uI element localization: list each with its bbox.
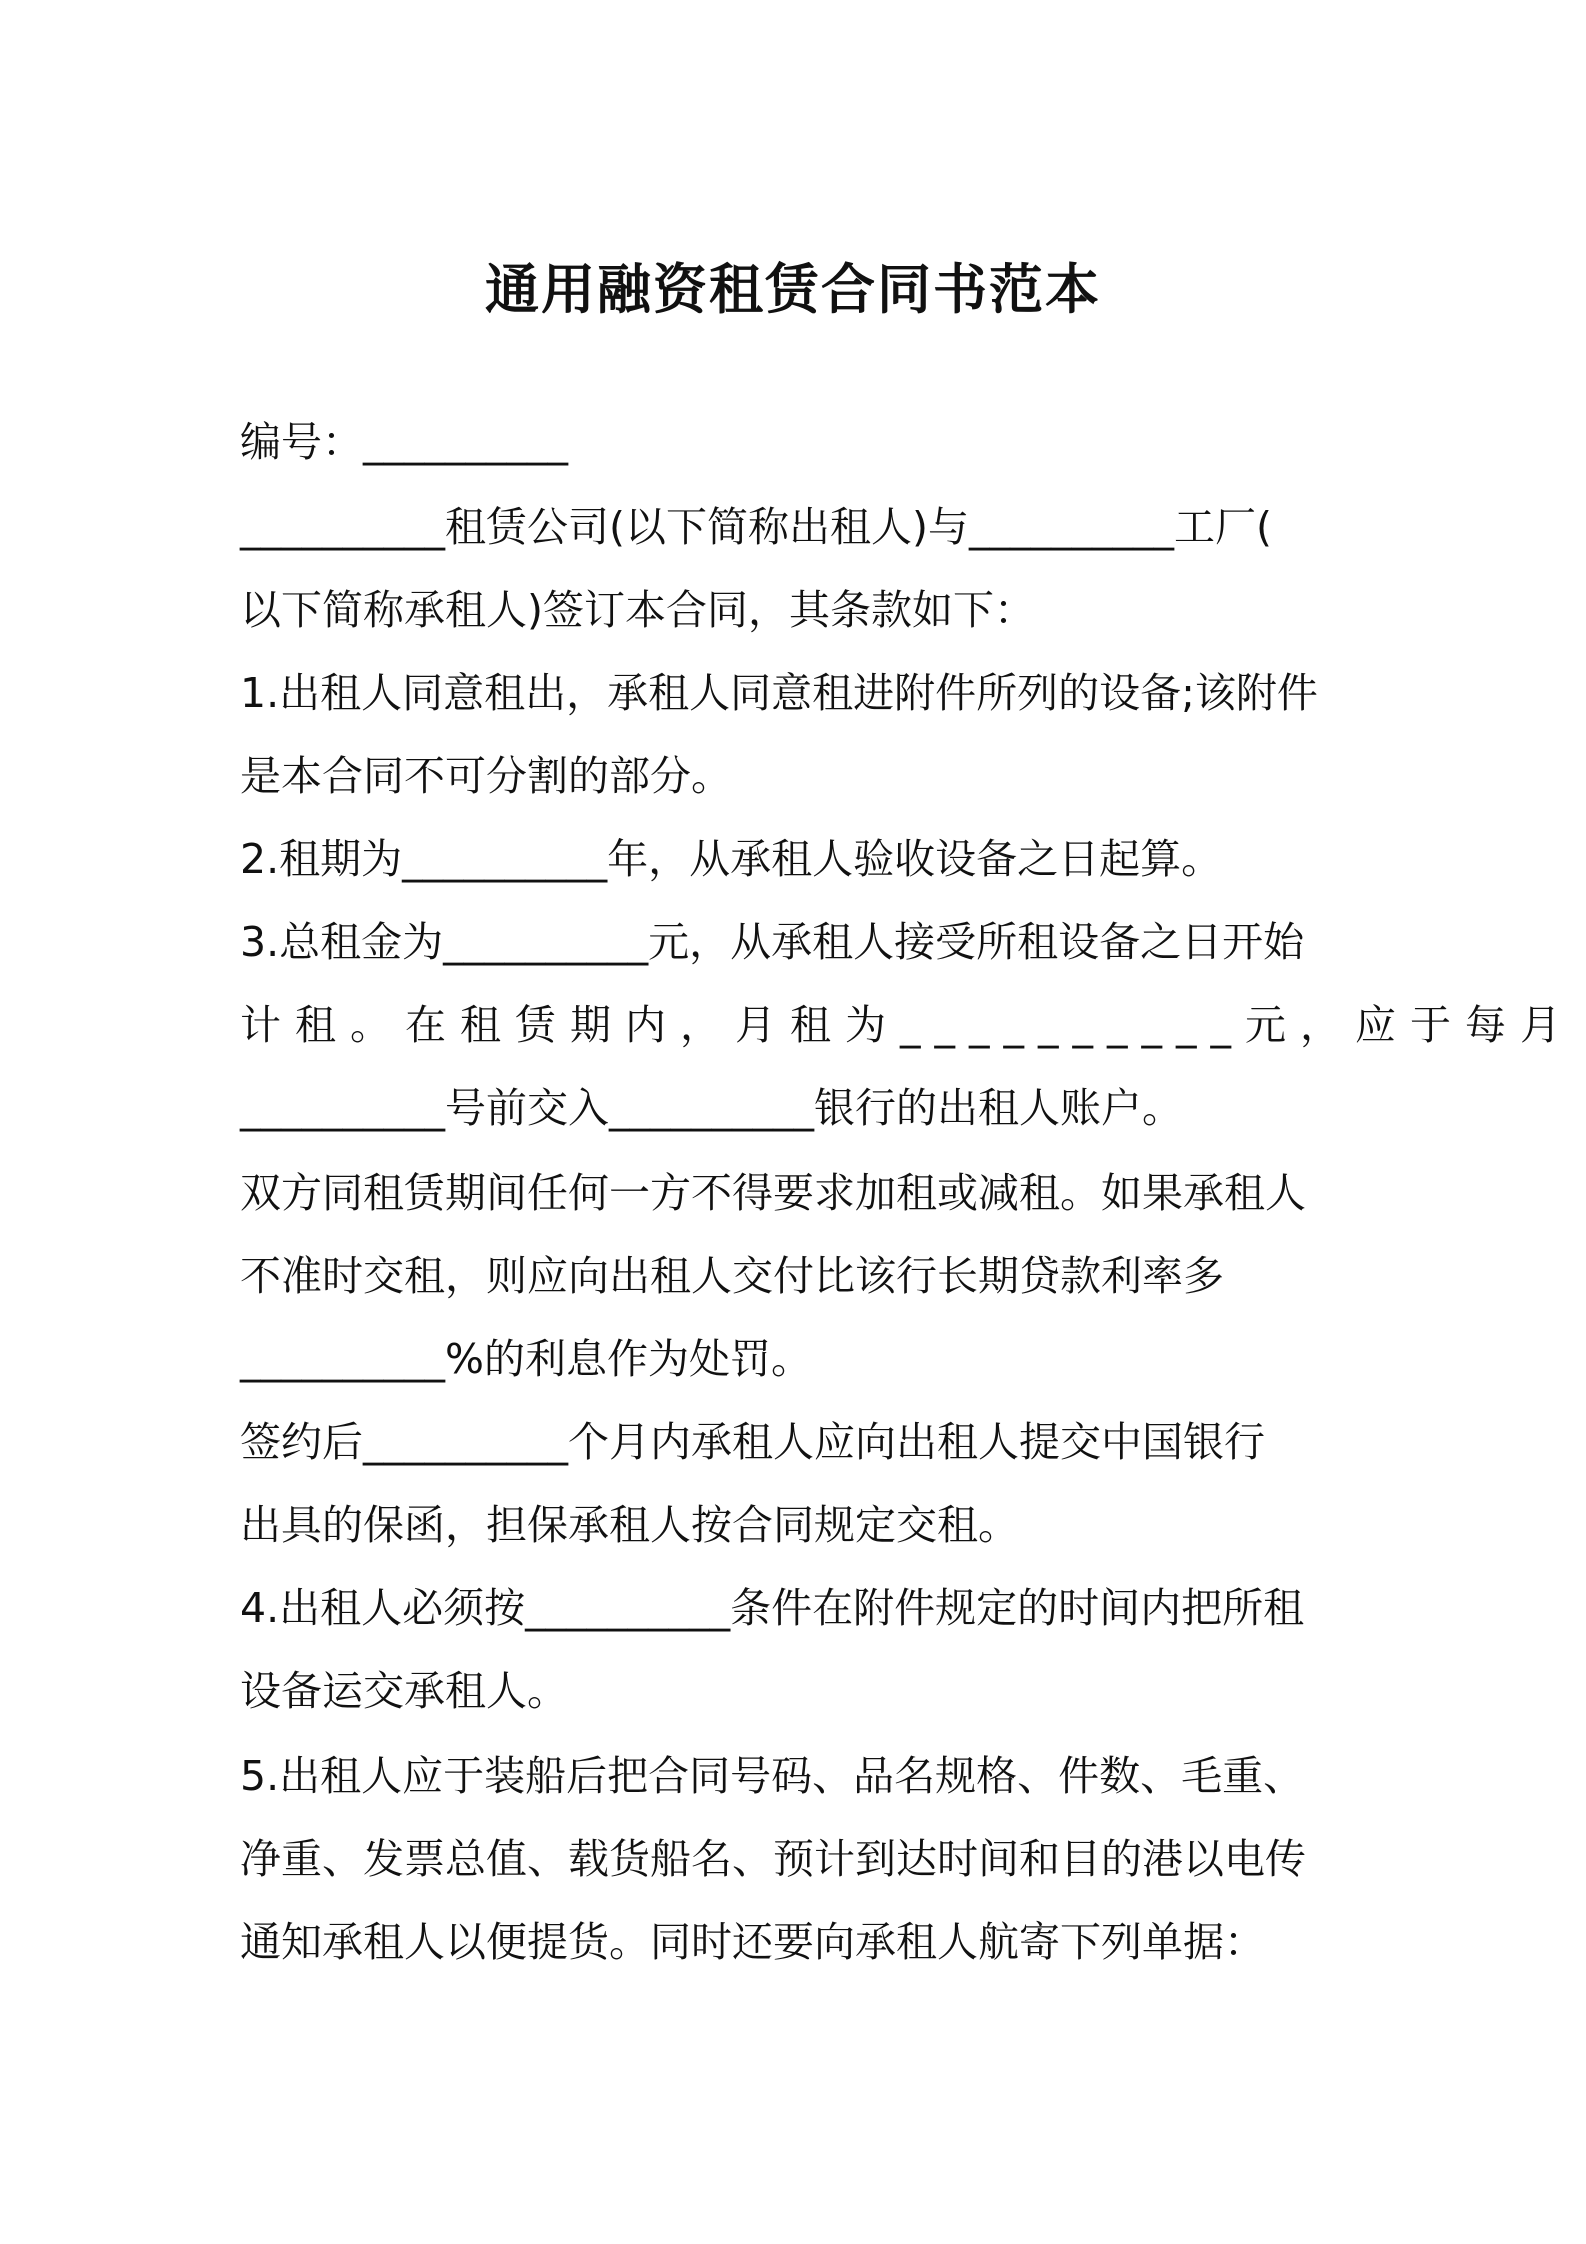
body-line: 是本合同不可分割的部分。 [240,752,732,800]
contract-number-line: 编号：__________ [240,418,568,466]
clause-5-line: 5.出租人应于装船后把合同号码、品名规格、件数、毛重、 [240,1752,1305,1800]
body-line: 以下简称承租人)签订本合同，其条款如下： [240,586,1035,634]
body-line: 出具的保函，担保承租人按合同规定交租。 [240,1501,1019,1549]
body-line: 签约后__________个月内承租人应向出租人提交中国银行 [240,1418,1265,1466]
body-line: __________租赁公司(以下简称出租人)与__________工厂( [240,503,1272,551]
body-line: 双方同租赁期间任何一方不得要求加租或减租。如果承租人 [240,1169,1306,1217]
body-line: __________%的利息作为处罚。 [240,1335,812,1383]
body-line: 净重、发票总值、载货船名、预计到达时间和目的港以电传 [240,1835,1306,1883]
body-line: 通知承租人以便提货。同时还要向承租人航寄下列单据： [240,1918,1265,1966]
body-line: __________号前交入__________银行的出租人账户。 [240,1084,1183,1132]
document-title: 通用融资租赁合同书范本 [485,258,1101,321]
body-line: 设备运交承租人。 [240,1667,568,1715]
clause-1-line: 1.出租人同意租出，承租人同意租进附件所列的设备;该附件 [240,669,1318,717]
clause-2-line: 2.租期为__________年，从承租人验收设备之日起算。 [240,835,1223,883]
clause-4-line: 4.出租人必须按__________条件在附件规定的时间内把所租 [240,1584,1305,1632]
body-line: 不准时交租，则应向出租人交付比该行长期贷款利率多 [240,1252,1224,1300]
body-line: 计租。在租赁期内，月租为__________元，应于每月 [240,1001,1575,1049]
clause-3-line: 3.总租金为__________元，从承租人接受所租设备之日开始 [240,918,1305,966]
